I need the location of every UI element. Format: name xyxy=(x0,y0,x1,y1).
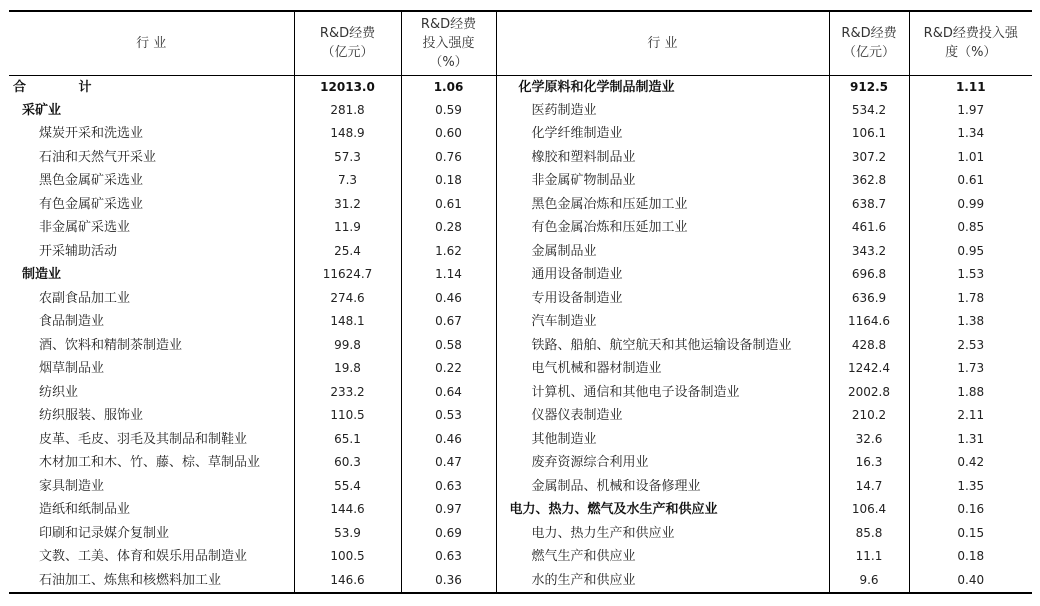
rd-intensity-left: 0.64 xyxy=(401,381,496,405)
industry-name-left: 农副食品加工业 xyxy=(39,290,131,306)
industry-name-left: 造纸和纸制品业 xyxy=(39,502,131,518)
rd-expense-left: 53.9 xyxy=(294,522,401,546)
industry-name-right: 金属制品业 xyxy=(496,240,829,264)
table-row xyxy=(9,99,1032,123)
rd-expense-right: 9.6 xyxy=(829,569,909,593)
rd-expense-left: 65.1 xyxy=(294,428,401,452)
table-row xyxy=(9,263,1032,287)
rd-expense-right: 2002.8 xyxy=(829,381,909,405)
industry-name-left: 印刷和记录媒介复制业 xyxy=(39,525,170,541)
table-row xyxy=(9,381,1032,405)
rd-expense-left: 99.8 xyxy=(294,334,401,358)
rd-intensity-right: 2.11 xyxy=(909,404,1032,428)
table-row xyxy=(9,498,1032,522)
table-row xyxy=(9,240,1032,264)
rd-expense-right: 14.7 xyxy=(829,475,909,499)
table-body xyxy=(9,75,1032,593)
industry-name-left: 木材加工和木、竹、藤、棕、草制品业 xyxy=(39,455,261,471)
rd-intensity-right: 0.40 xyxy=(909,569,1032,593)
rd-expense-right: 307.2 xyxy=(829,146,909,170)
rd-intensity-right: 0.95 xyxy=(909,240,1032,264)
industry-name-left: 家具制造业 xyxy=(39,478,105,494)
rd-intensity-left: 0.28 xyxy=(401,216,496,240)
industry-name-left: 合 计 xyxy=(9,75,294,99)
rd-intensity-left: 0.59 xyxy=(401,99,496,123)
rd-expense-left: 7.3 xyxy=(294,169,401,193)
industry-name-left: 采矿业 xyxy=(22,102,62,118)
industry-name-left: 纺织服装、服饰业 xyxy=(39,408,144,424)
industry-name-right: 有色金属冶炼和压延加工业 xyxy=(496,216,829,240)
rd-expense-right: 1164.6 xyxy=(829,310,909,334)
industry-name-right: 电力、热力、燃气及水生产和供应业 xyxy=(496,498,829,522)
rd-intensity-right: 0.42 xyxy=(909,451,1032,475)
rd-expense-left: 146.6 xyxy=(294,569,401,593)
industry-name-right: 黑色金属冶炼和压延加工业 xyxy=(496,193,829,217)
rd-intensity-left: 0.46 xyxy=(401,287,496,311)
table-row xyxy=(9,475,1032,499)
rd-intensity-left: 0.60 xyxy=(401,122,496,146)
header-rd-intensity-right: R&D经费投入强 度（%） xyxy=(909,11,1032,75)
industry-name-right: 铁路、船舶、航空航天和其他运输设备制造业 xyxy=(496,334,829,358)
industry-name-left: 制造业 xyxy=(22,267,62,283)
industry-name-left: 有色金属矿采选业 xyxy=(39,196,144,212)
table-row xyxy=(9,545,1032,569)
rd-expense-left: 148.1 xyxy=(294,310,401,334)
rd-expense-left: 110.5 xyxy=(294,404,401,428)
rd-expense-right: 638.7 xyxy=(829,193,909,217)
industry-name-right: 废弃资源综合利用业 xyxy=(496,451,829,475)
header-industry-left: 行 业 xyxy=(9,11,294,75)
rd-intensity-left: 0.67 xyxy=(401,310,496,334)
rd-expense-left: 11.9 xyxy=(294,216,401,240)
table-row xyxy=(9,569,1032,593)
rd-expenditure-table xyxy=(9,10,1032,594)
table-header-row xyxy=(9,11,1032,75)
rd-expense-right: 534.2 xyxy=(829,99,909,123)
industry-name-left: 酒、饮料和精制茶制造业 xyxy=(39,337,183,353)
rd-intensity-right: 0.16 xyxy=(909,498,1032,522)
rd-intensity-right: 0.99 xyxy=(909,193,1032,217)
rd-expense-left: 31.2 xyxy=(294,193,401,217)
rd-expense-right: 85.8 xyxy=(829,522,909,546)
rd-intensity-right: 1.97 xyxy=(909,99,1032,123)
industry-name-left: 纺织业 xyxy=(39,384,79,400)
rd-intensity-left: 0.46 xyxy=(401,428,496,452)
rd-expense-right: 16.3 xyxy=(829,451,909,475)
industry-name-left: 石油和天然气开采业 xyxy=(39,149,157,165)
rd-expense-right: 636.9 xyxy=(829,287,909,311)
table-row xyxy=(9,193,1032,217)
rd-intensity-right: 0.85 xyxy=(909,216,1032,240)
industry-name-left: 皮革、毛皮、羽毛及其制品和制鞋业 xyxy=(39,431,248,447)
rd-intensity-left: 1.62 xyxy=(401,240,496,264)
rd-intensity-right: 0.18 xyxy=(909,545,1032,569)
rd-table-container xyxy=(9,10,1032,594)
industry-name-right: 通用设备制造业 xyxy=(496,263,829,287)
rd-expense-left: 233.2 xyxy=(294,381,401,405)
table-row xyxy=(9,404,1032,428)
table-row xyxy=(9,357,1032,381)
rd-expense-right: 362.8 xyxy=(829,169,909,193)
table-row xyxy=(9,75,1032,99)
table-row xyxy=(9,428,1032,452)
rd-intensity-left: 0.61 xyxy=(401,193,496,217)
rd-intensity-right: 1.53 xyxy=(909,263,1032,287)
rd-intensity-right: 1.34 xyxy=(909,122,1032,146)
industry-name-left: 食品制造业 xyxy=(39,314,105,330)
industry-name-left: 开采辅助活动 xyxy=(39,243,118,259)
industry-name-right: 仪器仪表制造业 xyxy=(496,404,829,428)
industry-name-right: 其他制造业 xyxy=(496,428,829,452)
rd-intensity-left: 0.76 xyxy=(401,146,496,170)
industry-name-right: 水的生产和供应业 xyxy=(496,569,829,593)
rd-expense-left: 100.5 xyxy=(294,545,401,569)
rd-expense-right: 11.1 xyxy=(829,545,909,569)
industry-name-right: 化学原料和化学制品制造业 xyxy=(496,75,829,99)
rd-expense-left: 281.8 xyxy=(294,99,401,123)
rd-expense-left: 274.6 xyxy=(294,287,401,311)
industry-name-left: 石油加工、炼焦和核燃料加工业 xyxy=(9,569,294,593)
rd-expense-right: 32.6 xyxy=(829,428,909,452)
header-rd-intensity-left: R&D经费 投入强度 （%） xyxy=(401,11,496,75)
rd-intensity-right: 1.31 xyxy=(909,428,1032,452)
rd-expense-right: 210.2 xyxy=(829,404,909,428)
rd-intensity-right: 0.61 xyxy=(909,169,1032,193)
rd-intensity-left: 0.47 xyxy=(401,451,496,475)
rd-intensity-left: 0.58 xyxy=(401,334,496,358)
rd-expense-left: 11624.7 xyxy=(294,263,401,287)
rd-expense-left: 144.6 xyxy=(294,498,401,522)
table-row xyxy=(9,216,1032,240)
rd-expense-left: 19.8 xyxy=(294,357,401,381)
rd-intensity-right: 1.78 xyxy=(909,287,1032,311)
industry-name-right: 计算机、通信和其他电子设备制造业 xyxy=(496,381,829,405)
industry-name-right: 电气机械和器材制造业 xyxy=(496,357,829,381)
rd-intensity-right: 1.73 xyxy=(909,357,1032,381)
rd-intensity-left: 0.53 xyxy=(401,404,496,428)
table-row xyxy=(9,146,1032,170)
rd-intensity-left: 0.36 xyxy=(401,569,496,593)
rd-intensity-right: 1.11 xyxy=(909,75,1032,99)
rd-expense-right: 106.4 xyxy=(829,498,909,522)
rd-intensity-right: 1.88 xyxy=(909,381,1032,405)
rd-intensity-left: 0.97 xyxy=(401,498,496,522)
table-row xyxy=(9,334,1032,358)
header-industry-right: 行 业 xyxy=(496,11,829,75)
industry-name-right: 金属制品、机械和设备修理业 xyxy=(496,475,829,499)
rd-expense-right: 106.1 xyxy=(829,122,909,146)
table-row xyxy=(9,122,1032,146)
rd-intensity-left: 0.63 xyxy=(401,475,496,499)
rd-expense-left: 148.9 xyxy=(294,122,401,146)
industry-name-right: 专用设备制造业 xyxy=(496,287,829,311)
rd-expense-right: 696.8 xyxy=(829,263,909,287)
rd-intensity-right: 1.01 xyxy=(909,146,1032,170)
rd-intensity-left: 0.18 xyxy=(401,169,496,193)
industry-name-right: 化学纤维制造业 xyxy=(496,122,829,146)
rd-expense-left: 25.4 xyxy=(294,240,401,264)
rd-expense-right: 1242.4 xyxy=(829,357,909,381)
rd-intensity-left: 0.63 xyxy=(401,545,496,569)
table-row xyxy=(9,522,1032,546)
rd-expense-right: 461.6 xyxy=(829,216,909,240)
rd-intensity-right: 1.38 xyxy=(909,310,1032,334)
rd-expense-left: 60.3 xyxy=(294,451,401,475)
rd-expense-right: 343.2 xyxy=(829,240,909,264)
rd-intensity-left: 0.69 xyxy=(401,522,496,546)
rd-expense-right: 912.5 xyxy=(829,75,909,99)
industry-name-right: 医药制造业 xyxy=(496,99,829,123)
industry-name-right: 燃气生产和供应业 xyxy=(496,545,829,569)
rd-expense-left: 55.4 xyxy=(294,475,401,499)
industry-name-right: 非金属矿物制品业 xyxy=(496,169,829,193)
industry-name-left: 文教、工美、体育和娱乐用品制造业 xyxy=(39,549,248,565)
industry-name-left: 煤炭开采和洗选业 xyxy=(39,126,144,142)
rd-expense-left: 57.3 xyxy=(294,146,401,170)
industry-name-left: 非金属矿采选业 xyxy=(39,220,131,236)
industry-name-right: 橡胶和塑料制品业 xyxy=(496,146,829,170)
rd-expense-left: 12013.0 xyxy=(294,75,401,99)
header-rd-expense-right: R&D经费 （亿元） xyxy=(829,11,909,75)
header-rd-expense-left: R&D经费 （亿元） xyxy=(294,11,401,75)
rd-intensity-left: 0.22 xyxy=(401,357,496,381)
rd-intensity-left: 1.06 xyxy=(401,75,496,99)
rd-intensity-left: 1.14 xyxy=(401,263,496,287)
rd-intensity-right: 1.35 xyxy=(909,475,1032,499)
rd-intensity-right: 2.53 xyxy=(909,334,1032,358)
industry-name-right: 电力、热力生产和供应业 xyxy=(496,522,829,546)
rd-intensity-right: 0.15 xyxy=(909,522,1032,546)
table-row xyxy=(9,287,1032,311)
industry-name-left: 黑色金属矿采选业 xyxy=(39,173,144,189)
table-row xyxy=(9,451,1032,475)
industry-name-left: 烟草制品业 xyxy=(39,361,105,377)
industry-name-right: 汽车制造业 xyxy=(496,310,829,334)
table-row xyxy=(9,169,1032,193)
rd-expense-right: 428.8 xyxy=(829,334,909,358)
table-row xyxy=(9,310,1032,334)
